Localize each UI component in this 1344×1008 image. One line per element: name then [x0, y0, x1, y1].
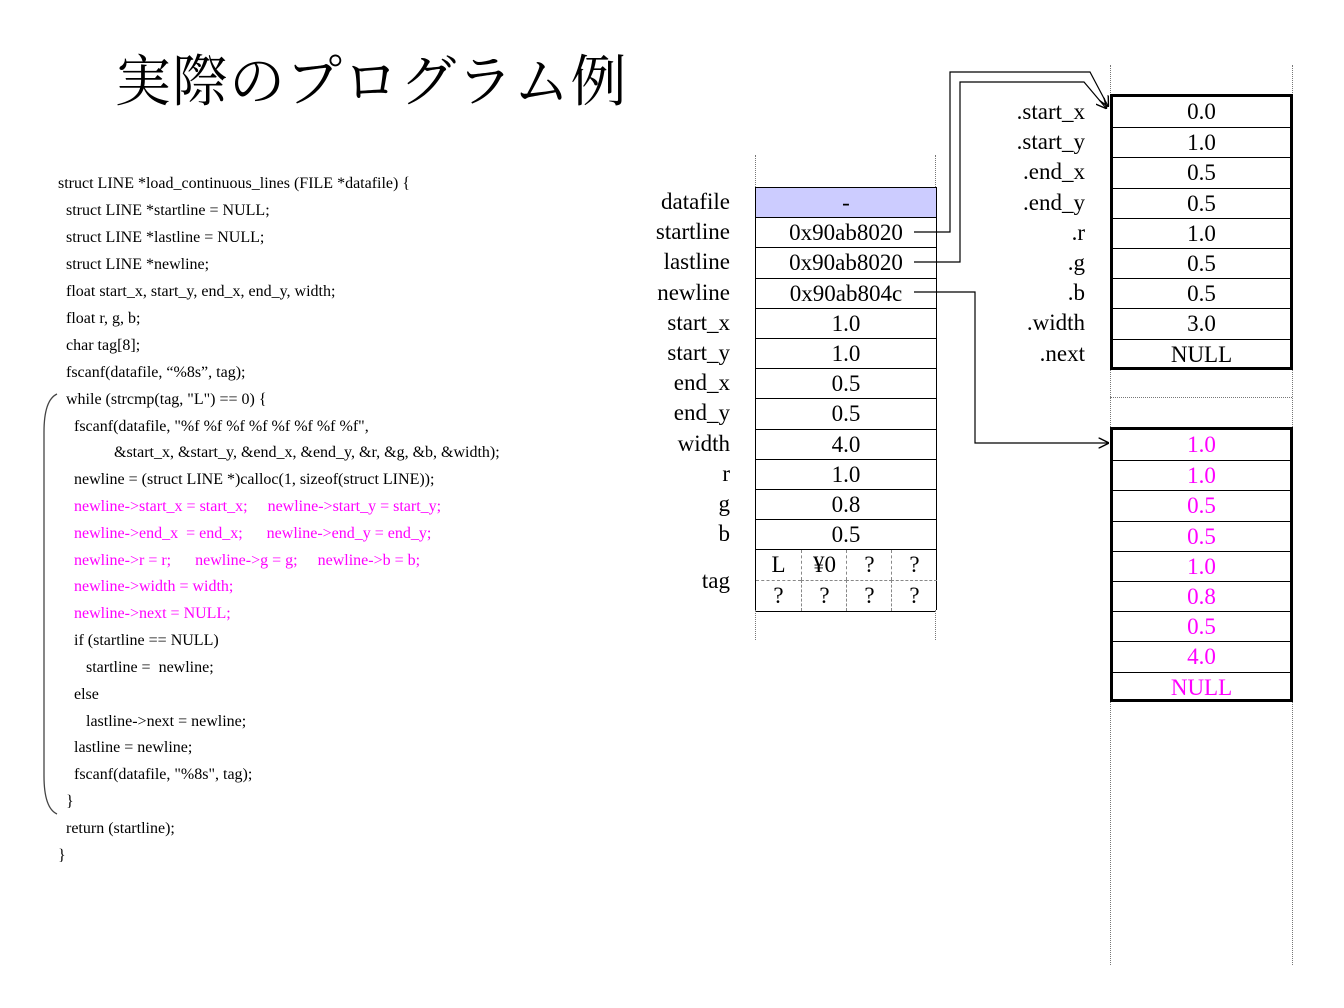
var-cell-end_y: 0.5 — [756, 398, 936, 428]
code-line: newline->end_x = end_x; newline->end_y = end_y; — [58, 525, 432, 542]
var-label-r: r — [722, 460, 730, 486]
tag-cell: ? — [891, 580, 937, 611]
var-label-datafile: datafile — [661, 189, 730, 214]
tag-cell: ? — [846, 580, 892, 611]
page-title: 実際のプログラム例 — [115, 50, 628, 115]
code-line: lastline->next = newline; — [58, 713, 247, 730]
var-cell-g: 0.8 — [756, 489, 936, 519]
struct2-cell: 0.8 — [1113, 581, 1290, 612]
var-col-dots-right-top — [935, 155, 936, 187]
var-col-dots-left-top — [755, 155, 756, 187]
code-line: if (startline == NULL) — [58, 632, 219, 649]
var-cell-end_x: 0.5 — [756, 368, 936, 398]
var-label-end_x: end_x — [673, 370, 730, 396]
var-label-lastline: lastline — [663, 249, 730, 275]
code-line: newline = (struct LINE *)calloc(1, sizeof(struct LINE)); — [58, 471, 435, 488]
struct1-cell: 0.5 — [1113, 278, 1290, 309]
tag-cell: ? — [891, 550, 937, 580]
var-label-b: b — [718, 521, 730, 547]
heap-separator-1 — [1110, 397, 1292, 398]
code-line: struct LINE *load_continuous_lines (FILE *datafile) { — [58, 175, 411, 192]
code-line: lastline = newline; — [58, 739, 193, 756]
struct2-cell: 1.0 — [1113, 551, 1290, 582]
struct1-cell: NULL — [1113, 339, 1290, 370]
var-cell-r: 1.0 — [756, 459, 936, 489]
var-label-start_y: start_y — [667, 340, 730, 365]
var-label-tag: tag — [701, 568, 730, 593]
struct-line-1 — [1110, 94, 1293, 370]
code-line: &start_x, &start_y, &end_x, &end_y, &r, &g, &b, &width); — [58, 444, 500, 461]
tag-cell: ¥0 — [801, 550, 847, 580]
code-line: struct LINE *startline = NULL; — [58, 202, 270, 219]
var-label-newline: newline — [657, 279, 730, 305]
tag-array-cells — [756, 549, 936, 612]
code-line: while (strcmp(tag, "L") == 0) { — [58, 391, 267, 408]
var-col-dots-right-bottom — [935, 610, 936, 640]
struct1-label: .next — [1039, 340, 1085, 366]
var-cell-lastline: 0x90ab8020 — [756, 247, 936, 277]
code-line: char tag[8]; — [58, 337, 141, 354]
variable-memory-column — [755, 187, 937, 610]
code-line: startline = newline; — [58, 659, 214, 676]
struct1-label: .width — [1026, 310, 1085, 336]
struct1-label: .start_y — [1016, 129, 1085, 155]
tag-cell: ? — [756, 580, 801, 611]
struct2-cell: 1.0 — [1113, 460, 1290, 491]
var-cell-b: 0.5 — [756, 519, 936, 549]
struct2-cell: NULL — [1113, 672, 1290, 703]
var-col-dots-left-bottom — [755, 610, 756, 640]
var-cell-width: 4.0 — [756, 429, 936, 459]
struct1-cell: 1.0 — [1113, 127, 1290, 158]
var-label-g: g — [718, 491, 730, 516]
var-cell-startline: 0x90ab8020 — [756, 217, 936, 247]
code-line: newline->r = r; newline->g = g; newline->b = b; — [58, 552, 421, 569]
var-label-startline: startline — [655, 219, 730, 245]
tag-cell: L — [771, 552, 786, 578]
while-loop-brace — [40, 392, 58, 816]
code-line: newline->start_x = start_x; newline->start_y = start_y; — [58, 498, 442, 515]
code-line: } — [58, 793, 74, 810]
struct2-cell: 0.5 — [1113, 611, 1290, 642]
code-line: newline->width = width; — [58, 578, 234, 595]
var-label-end_y: end_y — [673, 400, 730, 426]
code-line: float r, g, b; — [58, 310, 141, 327]
code-line: struct LINE *lastline = NULL; — [58, 229, 265, 246]
struct-line-2 — [1110, 427, 1293, 702]
code-line: } — [58, 847, 66, 864]
struct2-cell: 0.5 — [1113, 521, 1290, 552]
struct1-label: .end_y — [1023, 189, 1085, 215]
struct2-cell: 4.0 — [1113, 641, 1290, 672]
struct1-label: .b — [1067, 280, 1085, 306]
struct1-label: .start_x — [1016, 99, 1085, 124]
var-cell-newline: 0x90ab804c — [756, 278, 936, 308]
struct1-label: .g — [1067, 250, 1085, 275]
struct1-cell: 0.5 — [1113, 188, 1290, 219]
var-label-start_x: start_x — [667, 309, 730, 335]
code-line: else — [58, 686, 99, 703]
code-line: fscanf(datafile, "%8s", tag); — [58, 766, 253, 783]
struct2-cell: 1.0 — [1187, 432, 1216, 457]
struct1-cell: 3.0 — [1113, 308, 1290, 339]
var-cell-datafile: - — [756, 187, 936, 217]
struct1-cell: 0.5 — [1113, 248, 1290, 279]
struct2-cell: 0.5 — [1113, 490, 1290, 521]
var-label-width: width — [677, 430, 730, 456]
code-line: newline->next = NULL; — [58, 605, 231, 622]
code-line: struct LINE *newline; — [58, 256, 210, 273]
struct1-cell: 1.0 — [1113, 218, 1290, 249]
var-cell-start_x: 1.0 — [756, 308, 936, 338]
code-line: float start_x, start_y, end_x, end_y, width; — [58, 283, 336, 300]
struct1-cell: 0.5 — [1113, 157, 1290, 188]
var-cell-start_y: 1.0 — [756, 338, 936, 368]
code-line: return (startline); — [58, 820, 175, 837]
struct1-cell: 0.0 — [1187, 99, 1216, 124]
code-line: fscanf(datafile, “%8s”, tag); — [58, 364, 246, 381]
struct1-label: .r — [1071, 219, 1085, 245]
tag-cell: ? — [846, 550, 892, 580]
struct1-label: .end_x — [1023, 159, 1085, 185]
code-line: fscanf(datafile, "%f %f %f %f %f %f %f %f", — [58, 418, 369, 435]
tag-cell: ? — [801, 580, 847, 611]
